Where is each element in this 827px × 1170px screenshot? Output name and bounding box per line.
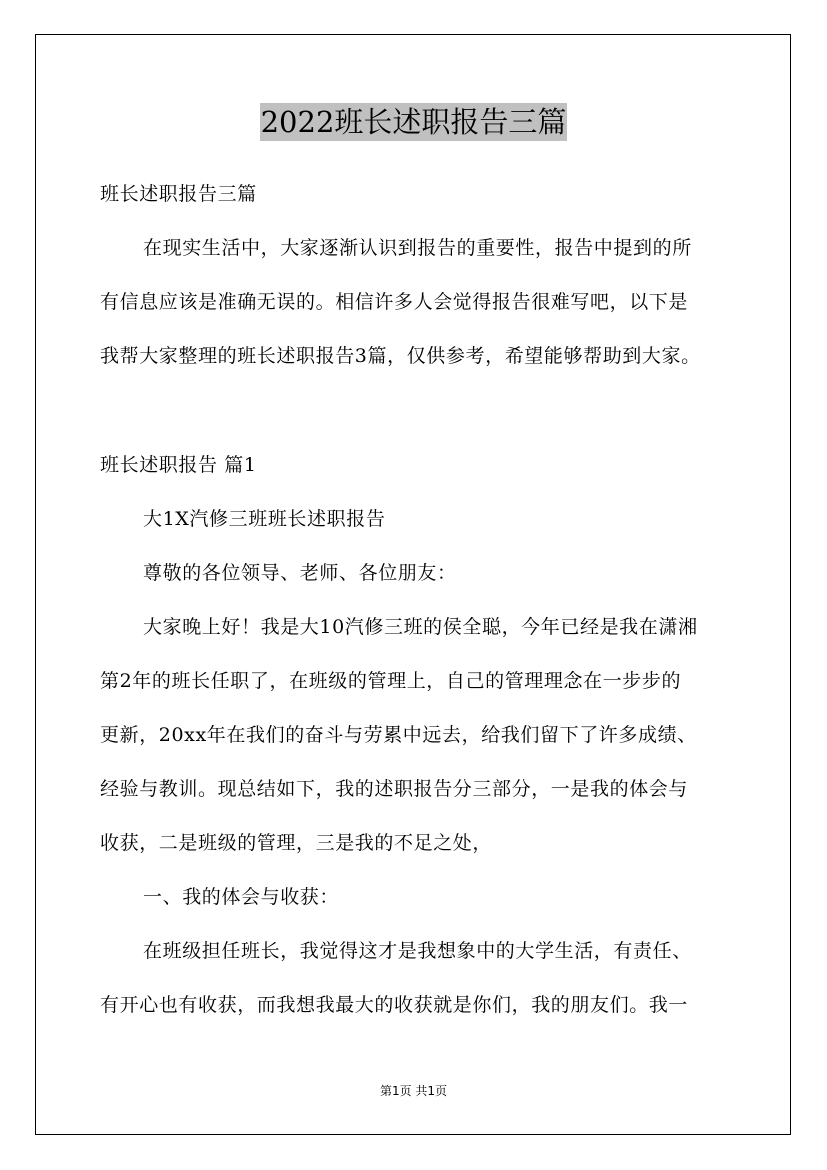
paragraph-line: 有开心也有收获，而我想我最大的收获就是你们，我的朋友们。我一	[100, 994, 689, 1016]
paragraph-line: 有信息应该是准确无误的。相信许多人会觉得报告很难写吧，以下是	[100, 291, 689, 313]
paragraph-line: 经验与教训。现总结如下，我的述职报告分三部分，一是我的体会与	[100, 778, 689, 800]
paragraph-line: 一、我的体会与收获：	[143, 886, 340, 908]
paragraph-line: 收获，二是班级的管理，三是我的不足之处，	[100, 832, 493, 854]
page-footer: 第1页 共1页	[379, 1084, 448, 1098]
paragraph-line: 尊敬的各位领导、老师、各位朋友：	[143, 562, 457, 584]
subtitle-line: 班长述职报告三篇	[100, 183, 257, 205]
paragraph-line: 大家晚上好！我是大10汽修三班的侯全聪，今年已经是我在潇湘	[143, 616, 698, 638]
document-title: 2022班长述职报告三篇	[260, 105, 567, 139]
paragraph-line: 我帮大家整理的班长述职报告3篇，仅供参考，希望能够帮助到大家。	[100, 345, 701, 367]
paragraph-line: 更新，20xx年在我们的奋斗与劳累中远去，给我们留下了许多成绩、	[100, 724, 697, 746]
paragraph-line: 大1X汽修三班班长述职报告	[143, 508, 386, 530]
paragraph-line: 第2年的班长任职了，在班级的管理上，自己的管理理念在一步步的	[100, 670, 682, 692]
paragraph-line: 在班级担任班长，我觉得这才是我想象中的大学生活，有责任、	[143, 940, 692, 962]
paragraph-line: 在现实生活中，大家逐渐认识到报告的重要性，报告中提到的所	[143, 237, 692, 259]
section-heading: 班长述职报告 篇1	[100, 454, 257, 476]
